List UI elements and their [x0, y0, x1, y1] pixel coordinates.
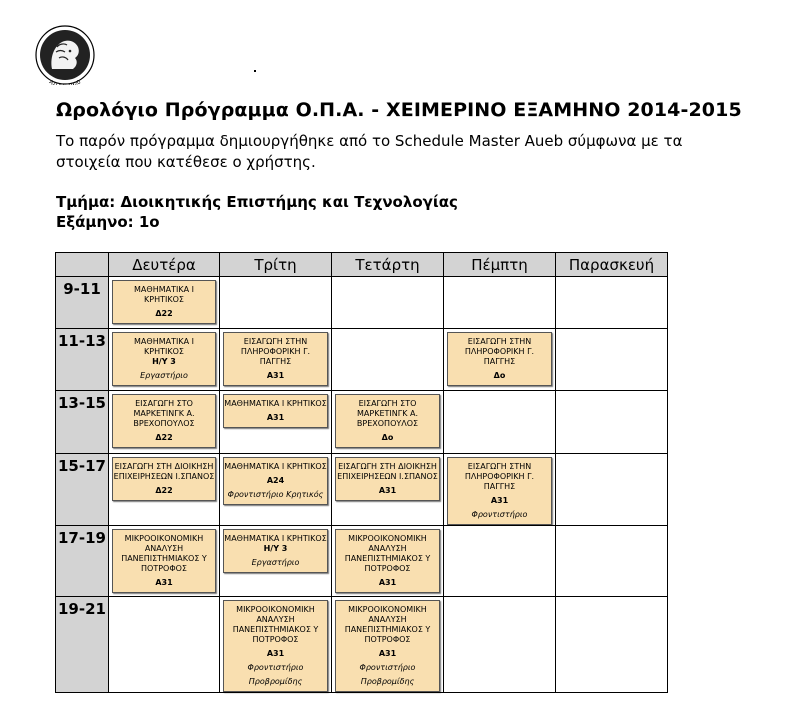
course-note: Εργαστήριο	[140, 371, 188, 380]
course-room: Α31	[378, 649, 397, 658]
schedule-cell	[556, 391, 668, 454]
schedule-cell	[332, 277, 444, 329]
course-note: Φροντιστήριο	[471, 510, 528, 519]
course-name: ΜΙΚΡΟΟΙΚΟΝΟΜΙΚΗ ΑΝΑΛΥΣΗ ΠΑΝΕΠΙΣΤΗΜΙΑΚΟΣ Υ ΠΟΤΡΟΦΟΣ	[344, 534, 431, 573]
schedule-cell	[444, 277, 556, 329]
time-slot-row	[56, 454, 668, 526]
course-room: Η/Υ 3	[152, 357, 176, 366]
course-note: Εργαστήριο	[251, 558, 300, 567]
course-room: Δ22	[155, 309, 173, 318]
time-slot-row	[56, 391, 668, 454]
course-name: ΜΙΚΡΟΟΙΚΟΝΟΜΙΚΗ ΑΝΑΛΥΣΗ ΠΑΝΕΠΙΣΤΗΜΙΑΚΟΣ Υ ΠΟΤΡΟΦΟΣ	[344, 605, 431, 644]
time-slot-label: 9-11	[56, 277, 109, 329]
course-name: ΕΙΣΑΓΩΓΗ ΣΤΗΝ ΠΛΗΡΟΦΟΡΙΚΗ Γ. ΠΑΓΓΗΣ	[240, 337, 311, 366]
course-card[interactable]	[112, 280, 216, 324]
stray-dot	[254, 70, 256, 72]
course-card[interactable]	[335, 529, 440, 593]
page-description: Το παρόν πρόγραμμα δημιουργήθηκε από το Schedule Master Aueb σύμφωνα με τα στοιχεία που κατέθεσε ο χρήστης.	[56, 132, 683, 171]
svg-text:ΑΣΟΕΕ 1920: ΑΣ 20	[47, 79, 83, 85]
semester-label: Εξάμηνο: 1ο	[56, 213, 160, 231]
schedule-cell	[332, 329, 444, 391]
schedule-cell	[109, 277, 220, 329]
department-label: Τμήμα: Διοικητικής Επιστήμης και Τεχνολογίας	[56, 193, 458, 211]
course-room: Δο	[493, 371, 506, 380]
course-room: Η/Υ 3	[263, 544, 288, 553]
time-slot-row	[56, 597, 668, 693]
schedule-cell	[444, 391, 556, 454]
day-header-thursday: Πέμπτη	[444, 253, 556, 277]
day-header-row	[56, 253, 668, 277]
course-card[interactable]	[223, 600, 328, 692]
time-slot-label: 17-19	[56, 526, 109, 597]
schedule-cell	[109, 597, 220, 693]
time-slot-row	[56, 329, 668, 391]
course-name: ΕΙΣΑΓΩΓΗ ΣΤΗ ΔΙΟΙΚΗΣΗ ΕΠΙΧΕΙΡΗΣΕΩΝ Ι.ΣΠΑΝΟΣ	[113, 462, 215, 481]
course-note: Φροντιστήριο	[359, 663, 416, 672]
schedule-cell	[444, 597, 556, 693]
course-name: ΕΙΣΑΓΩΓΗ ΣΤΗ ΔΙΟΙΚΗΣΗ ΕΠΙΧΕΙΡΗΣΕΩΝ Ι.ΣΠΑΝΟΣ	[337, 462, 438, 481]
course-card[interactable]	[223, 457, 328, 505]
course-name: ΜΑΘΗΜΑΤΙΚΑ Ι ΚΡΗΤΙΚΟΣ	[224, 534, 327, 543]
course-room: Α31	[378, 486, 397, 495]
course-room: Α31	[266, 413, 285, 422]
day-header-monday: Δευτέρα	[109, 253, 220, 277]
course-name: ΜΙΚΡΟΟΙΚΟΝΟΜΙΚΗ ΑΝΑΛΥΣΗ ΠΑΝΕΠΙΣΤΗΜΙΑΚΟΣ Υ ΠΟΤΡΟΦΟΣ	[121, 534, 207, 573]
schedule-cell	[444, 329, 556, 391]
time-slot-label: 15-17	[56, 454, 109, 526]
course-card[interactable]	[112, 457, 216, 501]
schedule-cell	[556, 454, 668, 526]
course-card[interactable]	[223, 394, 328, 428]
course-card[interactable]	[223, 332, 328, 386]
schedule-cell	[556, 277, 668, 329]
time-slot-label: 19-21	[56, 597, 109, 693]
schedule-cell	[556, 329, 668, 391]
schedule-cell	[109, 391, 220, 454]
course-name: ΜΑΘΗΜΑΤΙΚΑ Ι ΚΡΗΤΙΚΟΣ	[224, 462, 327, 471]
course-card[interactable]	[112, 394, 216, 448]
course-room: Δ22	[155, 433, 173, 442]
course-name: ΜΑΘΗΜΑΤΙΚΑ Ι ΚΡΗΤΙΚΟΣ	[224, 399, 327, 408]
course-note: Φροντιστήριο	[247, 663, 304, 672]
schedule-cell	[332, 454, 444, 526]
course-name: ΜΑΘΗΜΑΤΙΚΑ Ι ΚΡΗΤΙΚΟΣ	[134, 337, 194, 356]
course-name: ΕΙΣΑΓΩΓΗ ΣΤΟ ΜΑΡΚΕΤΙΝΓΚ Α. ΒΡΕΧΟΠΟΥΛΟΣ	[133, 399, 195, 428]
schedule-cell	[220, 597, 332, 693]
schedule-cell	[220, 329, 332, 391]
schedule-cell	[220, 277, 332, 329]
corner-cell	[56, 253, 109, 277]
course-card[interactable]	[447, 457, 552, 525]
course-name: ΕΙΣΑΓΩΓΗ ΣΤΗΝ ΠΛΗΡΟΦΟΡΙΚΗ Γ. ΠΑΓΓΗΣ	[464, 462, 535, 491]
course-name: ΜΑΘΗΜΑΤΙΚΑ Ι ΚΡΗΤΙΚΟΣ	[134, 285, 194, 304]
day-header-tuesday: Τρίτη	[220, 253, 332, 277]
day-header-wednesday: Τετάρτη	[332, 253, 444, 277]
schedule-cell	[109, 329, 220, 391]
schedule-cell	[220, 391, 332, 454]
schedule-cell	[220, 454, 332, 526]
schedule-table	[55, 252, 668, 693]
schedule-cell	[556, 597, 668, 693]
course-card[interactable]	[112, 529, 216, 593]
course-card[interactable]	[335, 394, 440, 448]
course-card[interactable]	[223, 529, 328, 573]
schedule-cell	[332, 526, 444, 597]
course-name: ΕΙΣΑΓΩΓΗ ΣΤΟ ΜΑΡΚΕΤΙΝΓΚ Α. ΒΡΕΧΟΠΟΥΛΟΣ	[356, 399, 419, 428]
course-card[interactable]	[335, 457, 440, 501]
course-card[interactable]	[112, 332, 216, 386]
course-note-secondary: Προβρομίδης	[248, 677, 303, 686]
schedule-cell	[220, 526, 332, 597]
course-room: Δο	[381, 433, 394, 442]
course-card[interactable]	[335, 600, 440, 692]
page-title: Ωρολόγιο Πρόγραμμα Ο.Π.Α. - ΧΕΙΜΕΡΙΝΟ ΕΞΑΜΗΝΟ 2014-2015	[56, 99, 742, 121]
course-name: ΕΙΣΑΓΩΓΗ ΣΤΗΝ ΠΛΗΡΟΦΟΡΙΚΗ Γ. ΠΑΓΓΗΣ	[464, 337, 535, 366]
course-room: Δ22	[155, 486, 173, 495]
course-room: Α31	[155, 578, 173, 587]
department-info	[56, 192, 458, 232]
schedule-cell	[109, 454, 220, 526]
course-card[interactable]	[447, 332, 552, 386]
time-slot-label: 11-13	[56, 329, 109, 391]
course-note: Φροντιστήριο Κρητικός	[227, 490, 324, 499]
course-name: ΜΙΚΡΟΟΙΚΟΝΟΜΙΚΗ ΑΝΑΛΥΣΗ ΠΑΝΕΠΙΣΤΗΜΙΑΚΟΣ Υ ΠΟΤΡΟΦΟΣ	[232, 605, 319, 644]
schedule-cell	[332, 391, 444, 454]
university-logo	[35, 25, 95, 85]
schedule-cell	[444, 526, 556, 597]
course-note-secondary: Προβρομίδης	[360, 677, 415, 686]
time-slot-row	[56, 526, 668, 597]
schedule-cell	[332, 597, 444, 693]
day-header-friday: Παρασκευή	[556, 253, 668, 277]
time-slot-row	[56, 277, 668, 329]
schedule-cell	[556, 526, 668, 597]
course-room: Α31	[378, 578, 397, 587]
time-slot-label: 13-15	[56, 391, 109, 454]
course-room: Α31	[266, 371, 285, 380]
course-room: Α24	[266, 476, 285, 485]
course-room: Α31	[490, 496, 509, 505]
schedule-cell	[444, 454, 556, 526]
schedule-cell	[109, 526, 220, 597]
course-room: Α31	[266, 649, 285, 658]
